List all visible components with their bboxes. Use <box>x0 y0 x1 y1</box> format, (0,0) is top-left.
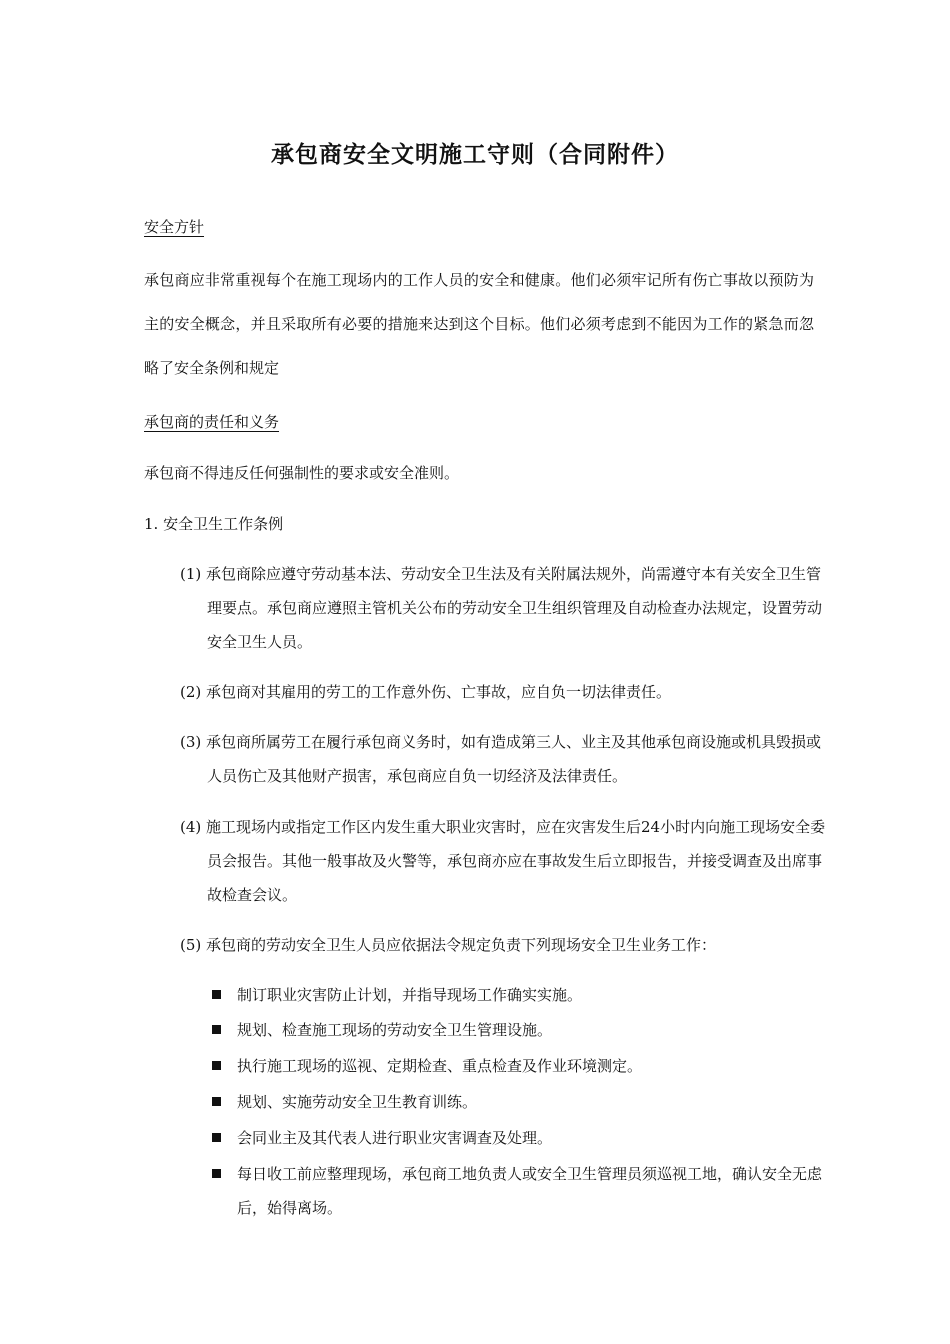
bullet-item <box>212 1049 827 1083</box>
bullet-text: 规划、检查施工现场的劳动安全卫生管理设施。 <box>237 1021 553 1039</box>
bullet-item <box>212 978 827 1012</box>
list-item: (1) 承包商除应遵守劳动基本法、劳动安全卫生法及有关附属法规外，尚需遵守本有关安全卫生管理要点。承包商应遵照主管机关公布的劳动安全卫生组织管理及自动检查办法规定，设置劳动安全卫生人员。 <box>180 565 823 651</box>
bullet-text: 会同业主及其代表人进行职业灾害调查及处理。 <box>237 1129 553 1147</box>
square-bullet-icon <box>212 1169 221 1178</box>
list-title: 1. 安全卫生工作条例 <box>144 515 284 533</box>
safety-policy-paragraph: 承包商应非常重视每个在施工现场内的工作人员的安全和健康。他们必须牢记所有伤亡事故以预防为主的安全概念，并且采取所有必要的措施来达到这个目标。他们必须考虑到不能因为工作的紧急而忽略了安全条例和规定 <box>144 271 814 377</box>
list-item: (5) 承包商的劳动安全卫生人员应依据法令规定负责下列现场安全卫生业务工作： <box>180 936 717 954</box>
list-item: (2) 承包商对其雇用的劳工的工作意外伤、亡事故，应自负一切法律责任。 <box>180 683 672 701</box>
bullet-text: 规划、实施劳动安全卫生教育训练。 <box>237 1093 478 1111</box>
bullet-item <box>212 1085 827 1119</box>
square-bullet-icon <box>212 1061 221 1070</box>
bullet-text: 制订职业灾害防止计划，并指导现场工作确实实施。 <box>237 986 583 1004</box>
bullet-item <box>212 1013 827 1047</box>
bullet-item <box>212 1121 827 1155</box>
square-bullet-icon <box>212 990 221 999</box>
responsibilities-intro: 承包商不得违反任何强制性的要求或安全准则。 <box>144 464 460 482</box>
bullet-item <box>212 1157 827 1225</box>
square-bullet-icon <box>212 1133 221 1142</box>
square-bullet-icon <box>212 1097 221 1106</box>
list-item: (4) 施工现场内或指定工作区内发生重大职业灾害时，应在灾害发生后24小时内向施工现场安全委员会报告。其他一般事故及火警等，承包商亦应在事故发生后立即报告，并接受调查及出席事故检查会议。 <box>180 818 826 904</box>
section-heading-safety-policy: 安全方针 <box>144 218 205 236</box>
document-title: 承包商安全文明施工守则（合同附件） <box>271 142 679 168</box>
bullet-text: 每日收工前应整理现场，承包商工地负责人或安全卫生管理员须巡视工地，确认安全无虑后，始得离场。 <box>237 1165 823 1217</box>
section-heading-responsibilities: 承包商的责任和义务 <box>144 413 280 431</box>
square-bullet-icon <box>212 1025 221 1034</box>
bullet-text: 执行施工现场的巡视、定期检查、重点检查及作业环境测定。 <box>237 1057 643 1075</box>
list-item: (3) 承包商所属劳工在履行承包商义务时，如有造成第三人、业主及其他承包商设施或机具毁损或人员伤亡及其他财产损害，承包商应自负一切经济及法律责任。 <box>180 733 822 785</box>
